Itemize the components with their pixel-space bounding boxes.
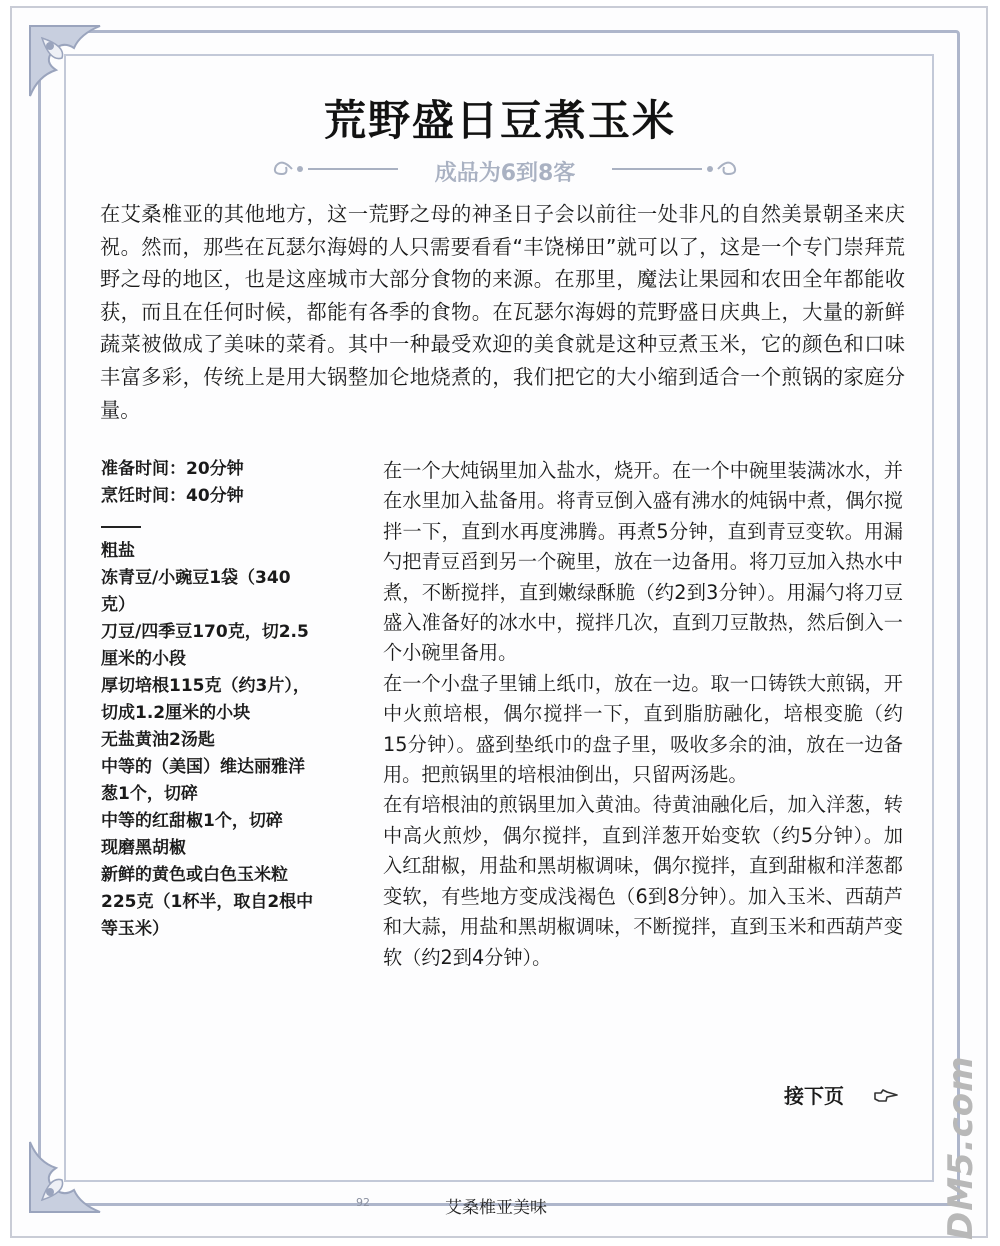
scroll-ornament-right-icon	[610, 154, 740, 184]
book-title-footer: 艾桑椎亚美味	[445, 1198, 547, 1218]
instruction-step: 在有培根油的煎锅里加入黄油。待黄油融化后，加入洋葱，转中高火煎炒，偶尔搅拌，直到洋葱开始变软（约5分钟）。加入红甜椒，用盐和黑胡椒调味，偶尔搅拌，直到甜椒和洋葱都变软，有些地方变成浅褐色（6到8分钟）。加入玉米、西葫芦和大蒜，用盐和黑胡椒调味，不断搅拌，直到玉米和西葫芦变软（约2到4分钟）。	[383, 793, 903, 969]
continued-next-page: 接下页	[784, 1084, 844, 1108]
ingredient-item: 厚切培根115克（约3片），切成1.2厘米的小块	[101, 676, 310, 723]
ingredient-item: 现磨黑胡椒	[101, 838, 186, 858]
recipe-title: 荒野盛日豆煮玉米	[323, 96, 676, 145]
ingredient-item: 粗盐	[101, 541, 135, 561]
instruction-step: 在一个小盘子里铺上纸巾，放在一边。取一口铸铁大煎锅，开中火煎培根，偶尔搅拌一下，直到脂肪融化，培根变脆（约15分钟）。盛到垫纸巾的盘子里，吸收多余的油，放在一边备用。把煎锅里的培根油倒出，只留两汤匙。	[383, 671, 903, 787]
ingredients-column	[101, 456, 316, 943]
ingredient-item: 中等的红甜椒1个，切碎	[101, 811, 283, 831]
ingredient-list	[101, 538, 316, 943]
ingredient-item: 冻青豆/小豌豆1袋（340克）	[101, 568, 291, 615]
corner-ornament-icon	[22, 1100, 142, 1220]
ingredient-item: 中等的（美国）维达丽雅洋葱1个，切碎	[101, 757, 305, 804]
page-number: 92	[356, 1196, 370, 1209]
pointing-hand-icon	[873, 1087, 899, 1105]
servings-text: 成品为6到8客	[434, 161, 576, 186]
prep-time: 准备时间：20分钟	[101, 459, 244, 479]
watermark: DM5.com	[941, 1055, 981, 1240]
ingredient-item: 刀豆/四季豆170克，切2.5厘米的小段	[101, 622, 309, 669]
servings-row	[270, 150, 740, 190]
cook-time: 烹饪时间：40分钟	[101, 486, 244, 506]
ingredient-item: 新鲜的黄色或白色玉米粒225克（1杯半，取自2根中等玉米）	[101, 865, 314, 939]
divider	[101, 526, 141, 528]
intro-paragraph: 在艾桑椎亚的其他地方，这一荒野之母的神圣日子会以前往一处非凡的自然美景朝圣来庆祝。然而，那些在瓦瑟尔海姆的人只需要看看“丰饶梯田”就可以了，这是一个专门崇拜荒野之母的地区，也是这座城市大部分食物的来源。在那里，魔法让果园和农田全年都能收获，而且在任何时候，都能有各季的食物。在瓦瑟尔海姆的荒野盛日庆典上，大量的新鲜蔬菜被做成了美味的菜肴。其中一种最受欢迎的美食就是这种豆煮玉米，它的颜色和口味丰富多彩，传统上是用大锅整加仑地烧煮的，我们把它的大小缩到适合一个煎锅的家庭分量。	[100, 202, 905, 422]
instructions-column	[383, 456, 903, 973]
instruction-step: 在一个大炖锅里加入盐水，烧开。在一个中碗里装满冰水，并在水里加入盐备用。将青豆倒入盛有沸水的炖锅中煮，偶尔搅拌一下，直到水再度沸腾。再煮5分钟，直到青豆变软。用漏勺把青豆舀到另一个碗里，放在一边备用。将刀豆加入热水中煮，不断搅拌，直到嫩绿酥脆（约2到3分钟）。用漏勺将刀豆盛入准备好的冰水中，搅拌几次，直到刀豆散热，然后倒入一个小碗里备用。	[383, 459, 903, 665]
ingredient-item: 无盐黄油2汤匙	[101, 730, 215, 750]
